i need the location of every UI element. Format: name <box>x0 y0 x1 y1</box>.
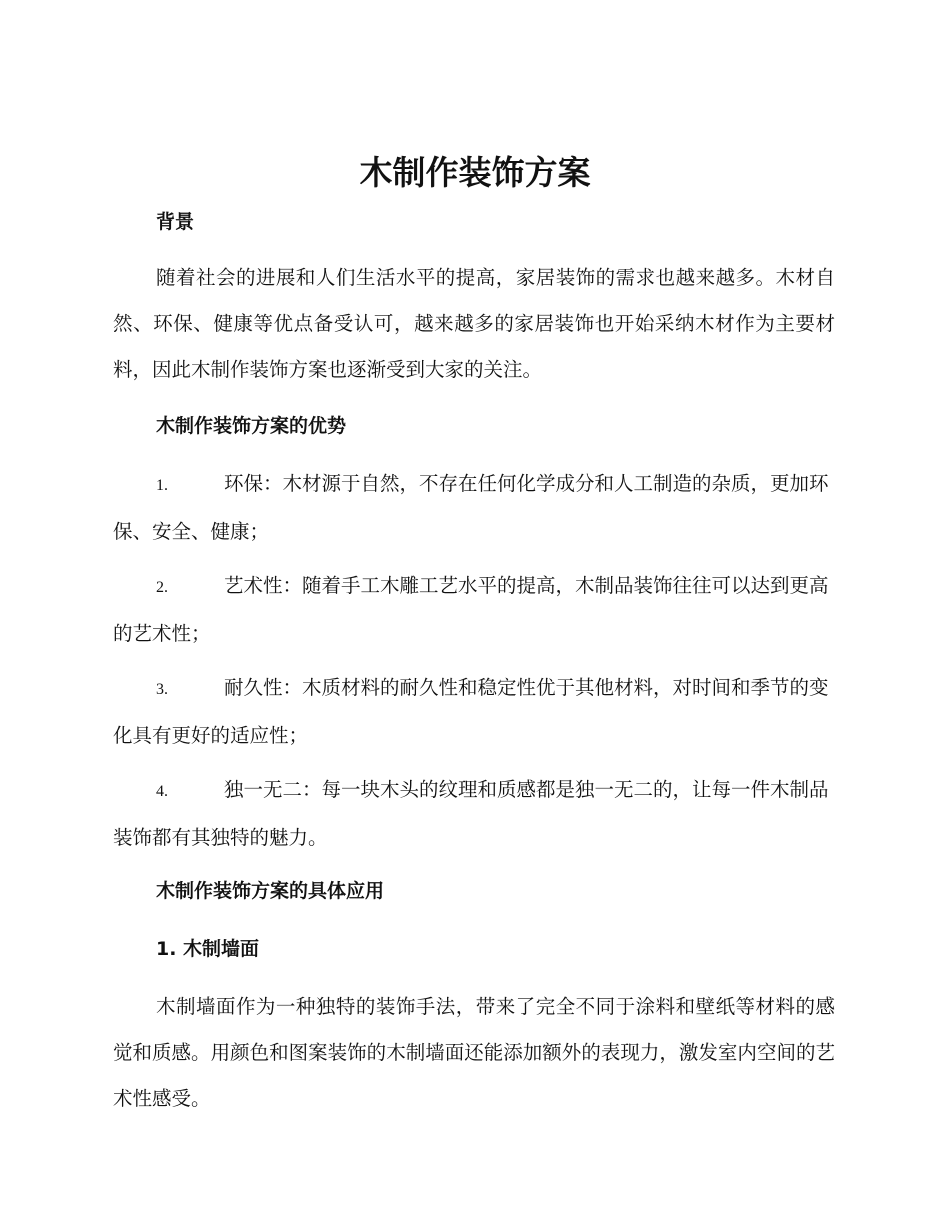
list-item-text: 艺术性：随着手工木雕工艺水平的提高，木制品装饰往往可以达到更高的艺术性； <box>113 574 829 645</box>
list-item <box>113 767 835 861</box>
list-item-number: 1. <box>156 477 168 494</box>
list-item-number: 4. <box>156 783 168 800</box>
list-item-number: 2. <box>156 579 168 596</box>
list-item-text: 耐久性：木质材料的耐久性和稳定性优于其他材料，对时间和季节的变化具有更好的适应性； <box>113 676 829 747</box>
document-title: 木制作装饰方案 <box>359 153 591 192</box>
list-item <box>113 461 835 555</box>
list-item <box>113 665 835 759</box>
section-heading-advantages: 木制作装饰方案的优势 <box>156 415 347 437</box>
wood-wall-paragraph: 木制墙面作为一种独特的装饰手法，带来了完全不同于涂料和壁纸等材料的感觉和质感。用颜色和图案装饰的木制墙面还能添加额外的表现力，激发室内空间的艺术性感受。 <box>113 995 835 1110</box>
list-item-text: 独一无二：每一块木头的纹理和质感都是独一无二的，让每一件木制品装饰都有其独特的魅力。 <box>113 778 829 849</box>
list-item-number: 3. <box>156 681 168 698</box>
background-paragraph: 随着社会的进展和人们生活水平的提高，家居装饰的需求也越来越多。木材自然、环保、健康等优点备受认可，越来越多的家居装饰也开始采纳木材作为主要材料，因此木制作装饰方案也逐渐受到大家的关注。 <box>113 266 835 381</box>
subsection-heading-wood-wall: 1. 木制墙面 <box>156 938 260 960</box>
list-item <box>113 563 835 657</box>
list-item-text: 环保：木材源于自然，不存在任何化学成分和人工制造的杂质，更加环保、安全、健康； <box>113 472 829 543</box>
section-heading-applications: 木制作装饰方案的具体应用 <box>156 880 385 902</box>
section-heading-background: 背景 <box>156 211 195 233</box>
